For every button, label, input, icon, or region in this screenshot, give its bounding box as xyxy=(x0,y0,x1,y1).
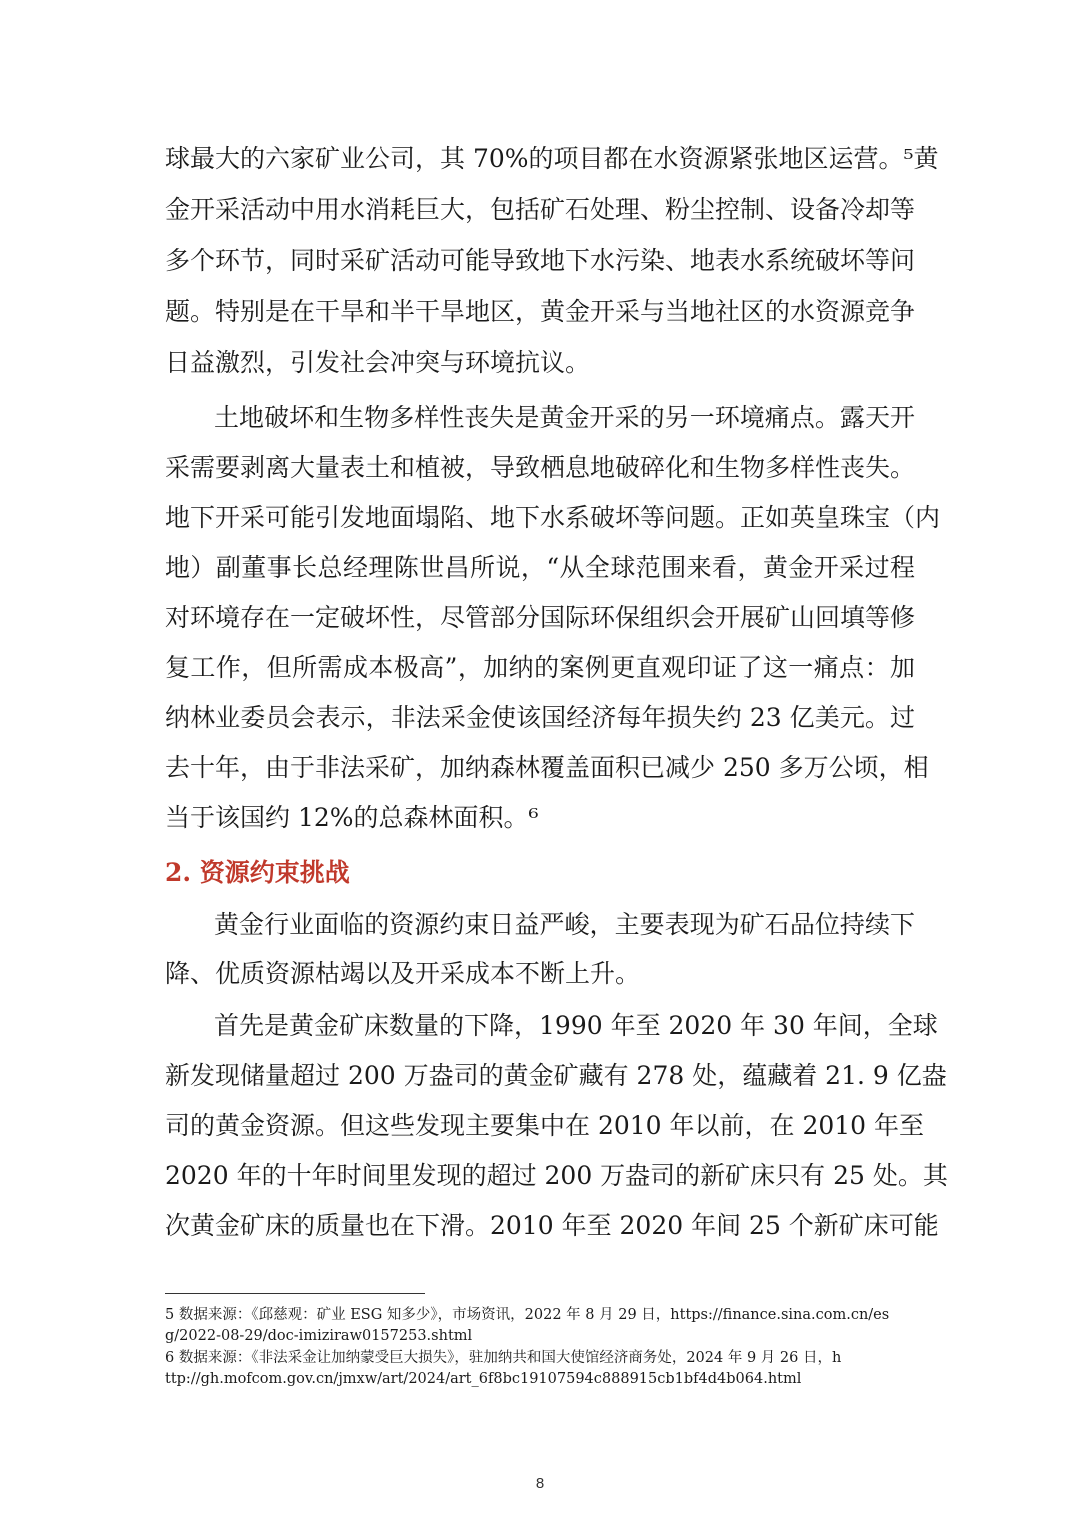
text-line: 新发现储量超过 200 万盎司的黄金矿藏有 278 处，蕴藏着 21. 9 亿盎 xyxy=(165,1061,947,1090)
text-line: 当于该国约 12%的总森林面积。⁶ xyxy=(165,803,539,832)
text-line: 次黄金矿床的质量也在下滑。2010 年至 2020 年间 25 个新矿床可能 xyxy=(165,1211,939,1240)
section-heading: 2. 资源约束挑战 xyxy=(165,858,350,887)
text-line: 2020 年的十年时间里发现的超过 200 万盎司的新矿床只有 25 处。其 xyxy=(165,1161,948,1190)
text-line: 司的黄金资源。但这些发现主要集中在 2010 年以前，在 2010 年至 xyxy=(165,1111,925,1140)
text-line: 降、优质资源枯竭以及开采成本不断上升。 xyxy=(165,959,641,988)
footnote-6-url[interactable]: ttp://gh.mofcom.gov.cn/jmxw/art/2024/art_6f8bc19107594c888915cb1bf4d4b064.html xyxy=(165,1371,802,1387)
page-number: 8 xyxy=(535,1475,545,1492)
text-line: 地下开采可能引发地面塌陷、地下水系破坏等问题。正如英皇珠宝（内 xyxy=(165,503,941,532)
text-line: 题。特别是在干旱和半干旱地区，黄金开采与当地社区的水资源竞争 xyxy=(165,297,916,326)
text-line: 地）副董事长总经理陈世昌所说，“从全球范围来看，黄金开采过程 xyxy=(165,553,915,582)
footnote-6: 6 数据来源：《非法采金让加纳蒙受巨大损失》，驻加纳共和国大使馆经济商务处，2024 年 9 月 26 日，h xyxy=(165,1350,842,1366)
text-line: 去十年，由于非法采矿，加纳森林覆盖面积已减少 250 多万公顷，相 xyxy=(165,753,929,782)
footnote-5: 5 数据来源：《邱慈观：矿业 ESG 知多少》，市场资讯，2022 年 8 月 29 日，https://finance.sina.com.cn/es xyxy=(165,1307,890,1323)
text-line: 采需要剥离大量表土和植被，导致栖息地破碎化和生物多样性丧失。 xyxy=(165,453,916,482)
footnote-divider xyxy=(165,1293,425,1294)
text-line: 土地破坏和生物多样性丧失是黄金开采的另一环境痛点。露天开 xyxy=(214,403,915,432)
text-line: 复工作，但所需成本极高”，加纳的案例更直观印证了这一痛点：加 xyxy=(165,653,915,682)
text-line: 对环境存在一定破坏性，尽管部分国际环保组织会开展矿山回填等修 xyxy=(165,603,916,632)
text-line: 多个环节，同时采矿活动可能导致地下水污染、地表水系统破坏等问 xyxy=(165,246,916,275)
text-line: 金开采活动中用水消耗巨大，包括矿石处理、粉尘控制、设备冷却等 xyxy=(165,195,916,224)
text-line: 纳林业委员会表示，非法采金使该国经济每年损失约 23 亿美元。过 xyxy=(165,703,915,732)
text-line: 黄金行业面临的资源约束日益严峻，主要表现为矿石品位持续下 xyxy=(214,910,915,939)
text-line: 日益激烈，引发社会冲突与环境抗议。 xyxy=(165,348,591,377)
text-line: 首先是黄金矿床数量的下降，1990 年至 2020 年 30 年间，全球 xyxy=(214,1011,938,1040)
text-line: 球最大的六家矿业公司，其 70%的项目都在水资源紧张地区运营。⁵黄 xyxy=(165,144,939,173)
footnote-5-url[interactable]: g/2022-08-29/doc-imiziraw0157253.shtml xyxy=(165,1328,473,1344)
